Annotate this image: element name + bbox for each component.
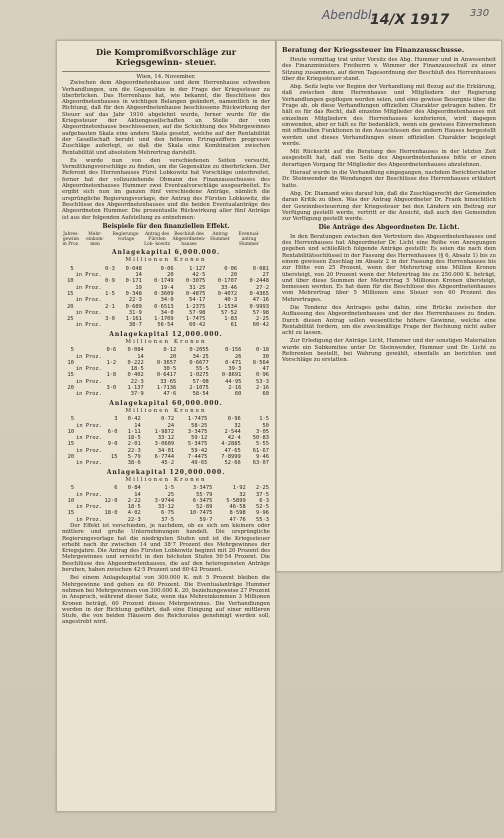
table-cell: 18·0 (104, 510, 118, 517)
table-cell: 20 (67, 454, 75, 461)
table-cell: 18·5 (127, 435, 141, 442)
table-cell: 3·3475 (192, 485, 213, 492)
table-cell: 9·46 (256, 454, 269, 461)
table-cell: in Proz. (76, 460, 103, 467)
table-cell: 61·67 (252, 447, 269, 454)
table-cell: in Proz. (75, 272, 102, 279)
capital-block-table (62, 416, 270, 466)
left-clipping (56, 40, 276, 812)
column-header: Regierungs- vorlage (112, 232, 140, 243)
table-cell: 6·7744 (154, 454, 175, 461)
table-cell: 14 (134, 422, 141, 429)
table-cell: 55·79 (196, 491, 213, 498)
table-cell: 31·9 (128, 309, 142, 316)
table-cell: 0·3 (105, 265, 115, 272)
table-cell: 18·5 (130, 366, 144, 373)
table-cell: 33·12 (157, 435, 175, 442)
table-cell: 58·54 (192, 391, 209, 398)
table-cell: 1·1534 (217, 303, 238, 310)
table-cell: 1·9872 (154, 428, 175, 435)
table-cell: 0·96 (256, 372, 269, 379)
column-header: Mehr- einkom- men (86, 232, 104, 248)
table-cell: 0·72 (161, 416, 175, 423)
table-cell: in Proz. (76, 422, 103, 429)
table-cell: 14 (137, 353, 144, 360)
table-cell: 37·9 (130, 391, 144, 398)
table-cell: 22·3 (130, 378, 144, 385)
table-cell: 60·42 (189, 322, 206, 329)
table-cell: 3 (114, 416, 118, 423)
table-cell: in Proz. (75, 297, 102, 304)
table-cell: 20 (230, 272, 238, 279)
capital-block-unit: Millionen Kronen (125, 407, 207, 414)
table-cell: 37·5 (161, 516, 175, 523)
table-cell: 59·7 (199, 516, 213, 523)
table-cell: 61 (230, 322, 238, 329)
table-cell: 3·05 (256, 428, 269, 435)
table-cell: 0·048 (125, 265, 142, 272)
table-cell: 33·65 (160, 378, 177, 385)
table-cell: 1·1709 (154, 316, 174, 323)
table-cell: 6·3 (259, 497, 269, 504)
table-cell: 0·402 (127, 372, 144, 379)
table-cell: 5·5899 (226, 497, 246, 504)
capital-block-unit: Millionen Kronen (125, 257, 207, 264)
table-cell: 0·6 (106, 347, 117, 354)
table-cell: 0·3657 (156, 359, 177, 366)
table-cell: 25 (67, 316, 74, 323)
table-cell: 12·0 (104, 497, 118, 504)
table-cell: 34·01 (157, 447, 175, 454)
table-cell: 5·55 (256, 441, 269, 448)
title-rule (62, 71, 270, 72)
table-cell: 33·46 (220, 284, 238, 291)
table-cell: 0·6417 (156, 372, 177, 379)
table-cell: 2·1 (105, 303, 115, 310)
table-cell: 1·7136 (156, 385, 177, 392)
table-cell: 44·95 (225, 378, 242, 385)
table-cell: 58·25 (191, 422, 208, 429)
table-cell: 59·12 (191, 435, 208, 442)
right-clipping (276, 40, 502, 572)
table-cell: 3·0 (106, 385, 117, 392)
table-cell: in Proz. (75, 322, 102, 329)
table-cell: 3·0609 (154, 441, 175, 448)
table-cell: 0·4875 (185, 290, 206, 297)
table-cell: 25 (167, 491, 175, 498)
table-cell: 37·5 (256, 491, 269, 498)
table-cell: 30 (262, 353, 269, 360)
right-subhead: Die Anträge des Abgeordneten Dr. Licht. (318, 224, 460, 232)
right-paragraph-1: Heute vormittag trat unter Vorsitz des Abg. Hummer und in Anwesenheit des Finanzministers Freiherrn v. Wimmer der Finanzausschuß zu einer Sitzung zusammen, auf deren Tagesordnung der Beschluß des Herrenhauses über die Kriegssteuer stand. (282, 57, 496, 82)
table-cell: 1·0275 (189, 372, 209, 379)
table-cell (62, 322, 75, 328)
table-cell: 34·0 (160, 297, 174, 304)
table-cell: 34·25 (192, 353, 209, 360)
table-cell: 5·3475 (187, 441, 208, 448)
capital-block-unit: Millionen Kronen (125, 476, 207, 483)
table-cell: 42·5 (192, 272, 206, 279)
table-cell: 55·3 (256, 516, 269, 523)
table-cell: 15 (67, 510, 75, 517)
left-intro-paragraph-2: Es wurde nun von den verschiedenen Seiten versucht, Vermittlungsvorschläge zu finden, um die Gegensätze zu überbrücken. Der Referent des Herrenhauses Fürst Lobkowitz hat Vorschläge unterbreitet, ferner hat der vollzuziehende Obmann des Finanzausschusses des Abgeordnetenhauses Hummer zwei Eventualvorschläge ausgearbeitet. Es ergibt sich nun im ganzen fünf verschiedene Anträge, nämlich die ursprüngliche Regierungsvorlage, der Antrag des Fürsten Lobkowitz, die Beschlüsse des Abgeordnetenhauses und die beiden Eventualanträge des Abgeordneten Hummer. Die prozentuelle Rückwirkung aller fünf Anträge ist aus der folgenden Aufstellung zu entnehmen: (62, 157, 270, 221)
capital-block-table (62, 347, 270, 397)
table-cell: 1·11 (127, 428, 141, 435)
table-cell: 24 (167, 422, 175, 429)
table-cell: 7·8999 (221, 454, 241, 461)
table-cell (62, 460, 75, 466)
table-cell: 15 (67, 441, 75, 448)
table-cell: 0·96 (227, 416, 241, 423)
table-cell: 31·25 (189, 284, 206, 291)
table-cell: 57·98 (252, 309, 269, 316)
table-cell: 18·5 (127, 504, 141, 511)
table-cell: 38·7 (128, 322, 142, 329)
table-cell: 63·07 (252, 460, 269, 467)
table-cell: 60 (262, 391, 269, 398)
table-cell: 0·348 (125, 290, 142, 297)
table-cell: 0·3075 (185, 278, 206, 285)
table-cell: 57·98 (189, 309, 206, 316)
table-cell: 0·084 (127, 347, 144, 354)
table-cell: 10 (67, 428, 75, 435)
right-paragraph-3: Mit Rücksicht auf die Beratung des Herrenhauses in der letzten Zeit ausgestellt hat, daß von Seite des Abgeordnetenhauses bitte er einen derartigen Vorgang für Mitglieder des Abgeordnetenhauses abzulehnen. (282, 149, 496, 168)
table-cell: 9·96 (256, 510, 269, 517)
left-article-dateline: Wien, 14. November. (136, 74, 196, 80)
table-cell: in Proz. (76, 447, 103, 454)
table-cell: 2·16 (228, 385, 242, 392)
table-cell: 8·598 (229, 510, 246, 517)
table-cell: 0·06 (224, 265, 238, 272)
table-cell: 10 (67, 497, 75, 504)
table-cell: 0·06 (160, 265, 174, 272)
table-cell: 46·58 (229, 504, 246, 511)
table-cell: 6 (114, 485, 118, 492)
table-cell: 14 (134, 491, 141, 498)
capital-block-unit: Millionen Kronen (125, 338, 207, 345)
table-cell: 52·89 (196, 504, 213, 511)
table-cell: in Proz. (75, 366, 102, 373)
table-cell: 1·92 (232, 485, 246, 492)
capital-blocks (62, 250, 270, 523)
table-cell: 60·42 (252, 322, 269, 329)
column-header: Eventual- antrag Hummer (238, 232, 260, 248)
table-cell: 0·1749 (154, 278, 174, 285)
table-cell: 32 (239, 491, 246, 498)
handwritten-annotation (300, 2, 500, 32)
table-cell: 59·42 (191, 447, 208, 454)
table-cell: 34·0 (160, 309, 174, 316)
table-row (62, 391, 270, 397)
table-cell: 45·2 (161, 460, 175, 467)
table-column-headers (62, 232, 270, 247)
table-cell: 50·83 (252, 435, 269, 442)
table-cell: 1·83 (224, 316, 238, 323)
table-cell: 2·1075 (189, 385, 209, 392)
left-intro-paragraph-1: Zwischen dem Abgeordnetenhause und dem Herrenhause schweben Verhandlungen, um die Gegensätze in der Frage der Kriegssteuer zu überbrücken. Das Herrenhaus hat, wie bekannt, die Beschlüsse des Abgeordnetenhauses in wichtigen Belangen geändert, namentlich in der Richtung, daß für den Abgeordnetenhause beschlossene Rückwirkung der Steuer auf das Jahr 1916 abgelehnt wurde, ferner wurde für die Kriegssteuer der Aktiengesellschaften an Stelle der vom Abgeordnetenhause beschlossenen, auf die Schichtung des Mehrgewinnes aufgebauten Skala eine andere Skala gesetzt, welche auf der Rentabilität der Gesellschaft beruht und den höheren Ertragsziffern progressiv Zuschläge auferlegt, so daß die Skala eine Kombination zwischen Rentabilität und absolutem Mehrertrag darstellt. (62, 80, 270, 156)
table-cell: 57·52 (220, 309, 238, 316)
table-cell: 1·5 (259, 416, 269, 423)
table-cell: 9·0 (107, 441, 118, 448)
table-cell: 15 (67, 372, 74, 379)
table-cell: 20 (67, 303, 74, 310)
table-cell: 40·3 (224, 297, 238, 304)
column-header: Beschluß des Abgeordneten- hauses (172, 232, 206, 248)
table-cell: 52·66 (224, 460, 241, 467)
handwritten-source: Abendbl. (322, 8, 376, 22)
left-outro-paragraph-1: Der Effekt ist verschieden, je nachdem, ob es sich um kleinere oder mittlere und große Unternehmungen handelt. Die ursprüngliche Regierungsvorlage hat die niedrigsten Stufen und ist die Kriegssteuer erhebt nach ihr zwischen 14 und 38·7 Prozent des Mehrgewinnes der Kriegsjahre. Die Antrag des Fürsten Lobkowitz beginnt mit 20 Prozent des Mehrgewinnes und erreicht in den höchsten Stufen 56·54 Prozent. Die Beschlüsse des Abgeordnetenhauses, die auf den heterogensten Anträge beruhen, haben zwischen 42·5 Prozent und 60·42 Prozent. (62, 523, 270, 574)
table-cell: in Proz. (76, 491, 103, 498)
table-cell: 19 (135, 284, 142, 291)
capital-block-title: Anlagekapital 60,000.000. (109, 399, 223, 407)
table-cell: 0·6677 (189, 359, 209, 366)
table-row (62, 322, 270, 328)
table-cell: 1·127 (189, 265, 206, 272)
table-cell: 52·5 (256, 504, 269, 511)
table-cell: 0·4072 (217, 290, 238, 297)
table-cell: 0·2055 (189, 347, 209, 354)
table-cell: 10 (67, 278, 74, 285)
table-cell: 10 (67, 359, 74, 366)
handwritten-date: 14/X 1917 (370, 12, 450, 28)
capital-block-title: Anlagekapital 6,000.000. (111, 249, 221, 257)
table-cell: 1·8 (106, 372, 117, 379)
table-cell: 57·08 (192, 378, 209, 385)
table-cell: 6·3475 (192, 497, 213, 504)
table-cell: in Proz. (76, 504, 103, 511)
capital-block-title: Anlagekapital 12,000.000. (109, 330, 223, 338)
table-cell: 47 (262, 366, 269, 373)
right-paragraph-5: Abg. Dr. Diamand wies darauf hin, daß die Zuschlagsrecht der Gemeinden daran Kritik zu üben. Was der Antrag Abgeordneter Dr. Frank hinsichtlich der Gewinnbesteuerung der Kriegssteuer bei den Ländern ein Beitrag zur Verfügung gestellt werde, vertritt er die Ansicht, daß auch den Gemeinden zur Verfügung gestellt werde. (282, 190, 496, 223)
table-cell: 0·18 (256, 347, 269, 354)
table-cell: 15 (111, 454, 118, 461)
table-cell: 60 (234, 391, 242, 398)
table-cell: 15 (67, 290, 74, 297)
table-cell: 1·7475 (187, 416, 208, 423)
right-paragraph-2: Abg. Seitz legte vor Beginn der Verhandlung mit Bezug auf die Erklärung, daß zwischen dem Herrenhause und Mitgliedern der Regierung Verhandlungen gepflogen worden seien, und eine gewisse Besorgnis über die Frage ab, ob diese Verhandlungen offiziellen Charakter getragen haben. Er hält es für das Recht, daß einzelne Mitglieder des Abgeordnetenhauses mit einzelnen Mitgliedern des Herrenhauses konferieren, wird dagegen einwenden, aber er hält es für bedenklich, wenn ein gewisses Einvernehmen mit offiziellen Funktionen in den Ausschüssen des andern Hauses hergestellt werden und dieses Verhandlungen einen offiziellen Charakter beigelegt werde. (282, 84, 496, 147)
table-cell: 1·2375 (185, 303, 206, 310)
table-cell: 47·65 (224, 447, 241, 454)
table-cell: 2·544 (224, 428, 241, 435)
table-cell: in Proz. (75, 391, 102, 398)
table-cell: 0·471 (225, 359, 242, 366)
table-cell: 5 (70, 347, 74, 354)
right-paragraph-6: In den Beratungen zwischen den Vertretern des Abgeordnetenhauses und des Herrenhauses hat Abgeordneter Dr. Licht eine Reihe von Anregungen gegeben und schließlich folgende Anträge gestellt: Es seien die nach dem Rentabilitätsschlüssel in der Fassung des Herrenhauses (§ 6, Absatz 1) bis zu einem gewissen Zuschlag im Absatz 2 in der Fassung des Herrenhauses bis zur Höhe von 25 Prozent, wenn der Mehrertrag eine Million Kronen übersteigt, von 20 Prozent wenn der Mehrertrag bis zu 250.000 K. beträgt, und über diese Summen der Mehrertrag 5 Millionen Kronen übersteigt, bemessen werden. Es hat dann für die Beschlüsse des Abgeordnetenhauses vom Mehrertrag über 5 Millionen eine Steuer von 60 Prozent des Mehrertrages. (282, 233, 496, 303)
table-cell: 47·76 (229, 516, 246, 523)
table-cell: 0·84 (127, 485, 141, 492)
table-cell: 0·1707 (217, 278, 238, 285)
table-cell: 20 (167, 272, 174, 279)
table-cell: in Proz. (75, 378, 102, 385)
table-cell: 1·5 (164, 485, 175, 492)
table-cell: 32 (234, 422, 241, 429)
table-row (62, 460, 270, 466)
table-cell: 1·161 (125, 316, 142, 323)
table-cell: 1·5 (105, 290, 115, 297)
table-cell: in Proz. (75, 309, 102, 316)
table-cell: 30·5 (163, 366, 177, 373)
table-cell: 22·3 (127, 447, 141, 454)
table-cell: 47·16 (252, 297, 269, 304)
capital-block-table (62, 485, 270, 523)
table-cell: 0·8691 (221, 372, 242, 379)
table-cell: 50 (262, 422, 269, 429)
table-cell: in Proz. (75, 284, 102, 291)
table-cell: 19·4 (160, 284, 174, 291)
table-cell: 0·4365 (249, 290, 269, 297)
table-cell: 0·9 (105, 278, 115, 285)
table-cell (62, 391, 75, 397)
table-cell: 7·4475 (187, 454, 208, 461)
table-cell: 14 (135, 272, 142, 279)
table-cell: 2·01 (127, 441, 141, 448)
effect-section-title: Beispiele für den finanziellen Effekt. (102, 222, 230, 230)
table-cell: 1·137 (127, 385, 144, 392)
table-cell: 47·6 (163, 391, 177, 398)
capital-block-title: Anlagekapital 120,000.000. (106, 468, 226, 476)
table-cell: 56·54 (157, 322, 174, 329)
table-cell: 38·6 (127, 460, 141, 467)
table-cell: 26 (234, 353, 242, 360)
table-cell: 3·3475 (187, 428, 208, 435)
capital-block-table (62, 266, 270, 329)
table-cell: 0·156 (225, 347, 242, 354)
table-cell: 22·3 (127, 516, 141, 523)
table-cell: 55·5 (195, 366, 209, 373)
table-cell: 54·17 (189, 297, 206, 304)
right-article-title: Beratung der Kriegssteuer im Finanzausschusse. (282, 46, 465, 54)
table-cell: 3·0 (105, 316, 115, 323)
table-cell: 5 (70, 265, 74, 272)
table-cell: 33·12 (157, 504, 175, 511)
table-cell: 5 (70, 485, 75, 492)
table-cell: 0·42 (127, 416, 141, 423)
table-cell: 0·12 (163, 347, 177, 354)
table-cell: 53·3 (256, 378, 269, 385)
table-cell: 0·081 (252, 265, 269, 272)
table-cell: 0·3609 (154, 290, 174, 297)
table-cell: 22·3 (128, 297, 142, 304)
right-paragraph-8: Zur Erledigung der Anträge Licht, Hummer und der sonstigen Materialien wurde ein Subkomitee unter Dr. Steinwender, Hummer und Dr. Licht zu Referenten bestellt, bei Wahrung gewählt, ebenfalls an berichten und Vorschläge zu erstatten. (282, 338, 496, 364)
table-cell: 0·171 (125, 278, 142, 285)
table-cell: in Proz. (75, 353, 102, 360)
table-cell: 10·7475 (189, 510, 213, 517)
table-cell: 0·6513 (154, 303, 174, 310)
table-cell: 5 (70, 416, 75, 423)
table-cell: 39·3 (228, 366, 242, 373)
right-paragraph-4: Hierauf wurde in die Verhandlung eingegangen, nachdem Berichterstatter Dr. Steinwender die Wendungen der Beschlüsse des Herrenhauses erläutert hatte. (282, 170, 496, 189)
table-cell: 2·16 (256, 385, 269, 392)
table-cell: 0·222 (127, 359, 144, 366)
table-cell: 6·75 (161, 510, 175, 517)
table-cell: 2·25 (256, 485, 269, 492)
handwritten-number: 330 (470, 8, 490, 19)
left-outro-paragraph-2: Bei einem Anlagekapital von 300.000 K. mit 5 Prozent bleiben die Mehrgewinne und gehen zu 60 Prozent. Die Eventualanträge Hummer nehmen bei Mehrgewinnen von 300.000 K. 20, beziehungsweise 27 Prozent in Anspruch, während dieser Satz, wenn das Mehreinkommen 3 Millionen Kronen beträgt, 60 Prozent dieses Mehrgewinnes. Die Verhandlungen werden in der Richtung geführt, daß eine Einigung auf einer mittleren Stufe, die von beiden Häusern des Reichsrates genehmigt werden soll, angestrebt wird. (62, 575, 270, 626)
table-cell: 2·25 (256, 316, 269, 323)
table-cell: 0·609 (125, 303, 142, 310)
table-cell: 0·9993 (249, 303, 269, 310)
table-cell: 1·7475 (185, 316, 206, 323)
column-header: Jahres- gewinn in Proz. (62, 232, 80, 248)
table-cell: 5·79 (127, 454, 141, 461)
table-cell: 4·2885 (221, 441, 241, 448)
table-cell: 6·0 (107, 428, 118, 435)
column-header: Antrag Hummer (210, 232, 230, 243)
table-cell: 2·22 (127, 497, 141, 504)
table-cell: in Proz. (76, 435, 103, 442)
table-cell: 4·02 (127, 510, 141, 517)
table-cell: 3·9744 (154, 497, 175, 504)
table-cell: 0·564 (252, 359, 269, 366)
left-article-title: Die Kompromißvorschläge zur Kriegsgewinn- steuer. (95, 47, 237, 67)
table-cell: 27 (262, 272, 269, 279)
table-cell: 20 (67, 385, 74, 392)
table-cell: 49·65 (191, 460, 208, 467)
table-cell: in Proz. (76, 516, 103, 523)
table-cell: 20 (169, 353, 177, 360)
table-cell: 0·2448 (249, 278, 269, 285)
table-cell: 1·2 (106, 359, 117, 366)
table-cell: 42·4 (227, 435, 241, 442)
table-cell: 27·2 (256, 284, 269, 291)
column-header: Antrag des Fürsten Lob- kowitz (144, 232, 170, 248)
right-paragraph-7: Die Tendenz des Antrages gehe dahin, eine Brücke zwischen der Auffassung des Abgeordnetenhauses und der des Herrenhauses zu finden. Durch diesen Antrag sollen wesentliche höhere Gewinne, welche eine Rentabilität fordern, um die zweckmäßige Frage der Rechnung nicht außer acht zu lassen. (282, 304, 496, 337)
